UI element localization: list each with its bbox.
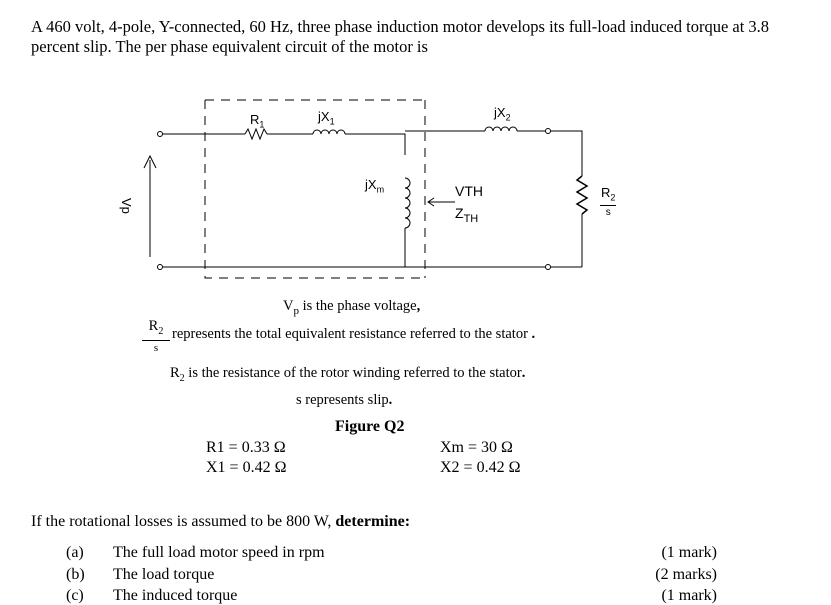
- x1-inductor: [313, 130, 345, 134]
- xm-inductor: [405, 178, 410, 228]
- thevenin-dashed-box: [205, 100, 425, 278]
- question-c-label: (c): [66, 587, 84, 604]
- x2-label: $jX_2$: [494, 105, 511, 123]
- r1-label: $R_1$: [250, 112, 265, 130]
- zth-label: $Z_{TH}$: [455, 205, 479, 225]
- rotational-losses-statement: If the rotational losses is assumed to be 800 W, determine:: [31, 513, 411, 530]
- r2s-fraction: $R_2$ s: [142, 318, 170, 355]
- r1-value: R1 = 0.33 Ω: [206, 439, 286, 456]
- vth-arrow: [428, 198, 455, 206]
- bottom-right-terminal: [546, 265, 551, 270]
- x1-label: $jX_1$: [318, 109, 335, 127]
- wire-x1-node: [345, 134, 405, 155]
- x1-value: X1 = 0.42 Ω: [206, 459, 287, 476]
- x2-value: X2 = 0.42 Ω: [440, 459, 521, 476]
- xm-label: $jX_m$: [365, 177, 385, 195]
- question-c-mark: (1 mark): [661, 587, 717, 604]
- question-a-mark: (1 mark): [661, 544, 717, 561]
- vp-note: $V_p$ is the phase voltage,: [283, 298, 421, 317]
- r2s-note: represents the total equivalent resistance referred to the stator .: [172, 326, 536, 342]
- question-b-label: (b): [66, 566, 85, 583]
- r2s-label: $R_2$ s: [601, 185, 616, 218]
- xm-value: Xm = 30 Ω: [440, 439, 513, 456]
- question-c-text: The induced torque: [113, 587, 238, 604]
- top-right-terminal: [546, 129, 551, 134]
- x2-inductor: [485, 127, 517, 131]
- vp-label: Vp: [119, 198, 134, 214]
- bottom-left-terminal: [158, 265, 163, 270]
- vth-label: VTH: [455, 183, 484, 199]
- question-b-mark: (2 marks): [655, 566, 717, 583]
- slip-note: s represents slip.: [296, 392, 393, 408]
- wire-x2-r2: [517, 131, 582, 176]
- question-a-label: (a): [66, 544, 84, 561]
- question-b-text: The load torque: [113, 566, 215, 583]
- r2-note: $R_2$ is the resistance of the rotor winding referred to the stator.: [170, 365, 526, 384]
- figure-caption: Figure Q2: [335, 418, 405, 435]
- problem-intro: A 460 volt, 4-pole, Y-connected, 60 Hz, three phase induction motor develops its full-load induced torque at 3.8 percent slip. The per phase equivalent circuit of the motor is: [31, 17, 770, 56]
- equivalent-circuit-diagram: [0, 0, 831, 300]
- question-a-text: The full load motor speed in rpm: [113, 544, 325, 561]
- top-left-terminal: [158, 132, 163, 137]
- r2s-resistor: [577, 176, 587, 214]
